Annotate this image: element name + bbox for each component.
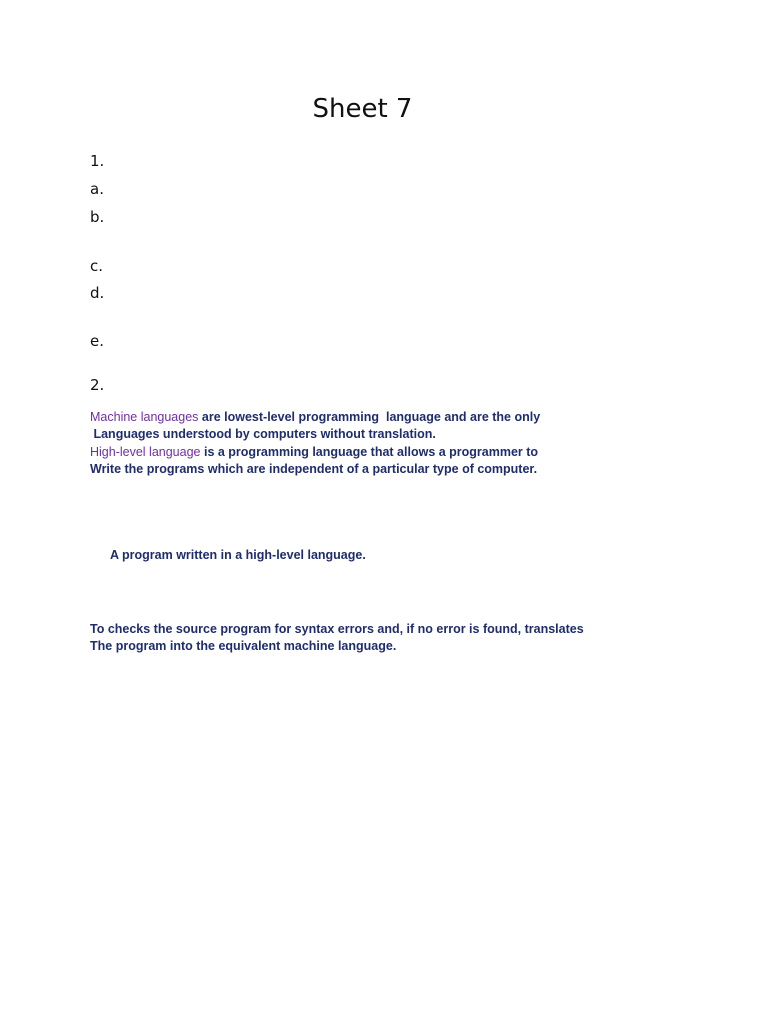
answer-compiler-line-1: To checks the source program for syntax errors and, if no error is found, translates [90,622,584,636]
term-machine-languages: Machine languages [90,410,199,424]
list-marker-d: d. [90,284,105,302]
answer-compiler-line-2: The program into the equivalent machine language. [90,639,397,653]
answer-high-level-language [90,444,538,461]
answer-line-4: Write the programs which are independent of a particular type of computer. [90,462,538,476]
answer-machine-languages [90,409,540,426]
list-marker-b: b. [90,208,105,226]
answer-line-3-rest: is a programming language that allows a programmer to [200,445,539,459]
list-marker-c: c. [90,257,104,275]
list-marker-1: 1. [90,152,105,170]
page-title: Sheet 7 [312,94,413,124]
list-marker-a: a. [90,180,104,198]
list-marker-e: e. [90,332,104,350]
list-marker-2: 2. [90,376,105,394]
term-high-level-language: High-level language [90,445,201,459]
answer-source-program: A program written in a high-level language. [110,548,366,562]
answer-line-2: Languages understood by computers without translation. [90,427,436,441]
answer-line-1-rest: are lowest-level programming language and are the only [198,410,541,424]
